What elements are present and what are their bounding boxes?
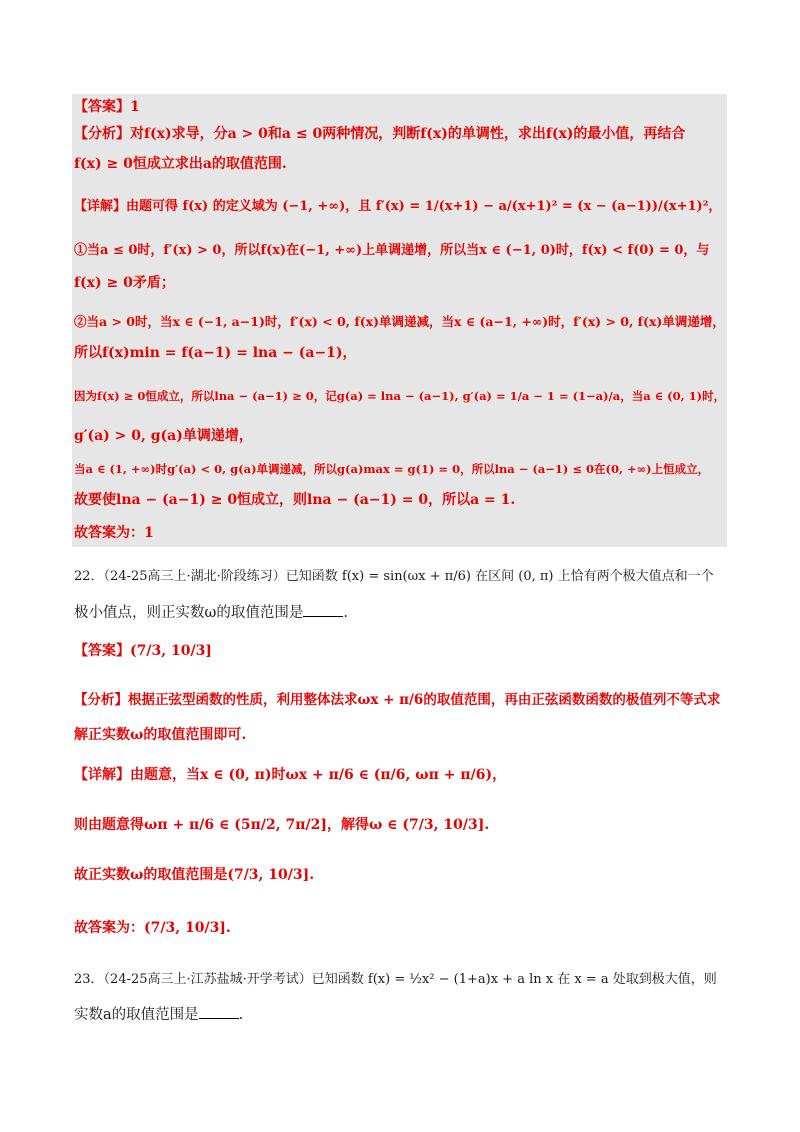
q22-analysis-line-1: 【分析】根据正弦型函数的性质，利用整体法求ωx + π/6的取值范围，再由正弦函数函数的极值列不等式求 xyxy=(74,692,721,708)
q21-answer: 【答案】1 xyxy=(74,99,140,115)
q22-final-answer: 故答案为：(7/3, 10/3]. xyxy=(74,920,231,936)
q21-analysis-line-2: f(x) ≥ 0恒成立求出a的取值范围. xyxy=(74,156,287,172)
q23-question-line-1: 23．（24-25高三上·江苏盐城·开学考试）已知函数 f(x) = ½x² − (1+a)x + a ln x 在 x = a 处取到极大值，则 xyxy=(74,972,717,987)
q21-detail-line-1: 【详解】由题可得 f(x) 的定义域为 (−1, +∞)，且 f′(x) = 1/(x+1) − a/(x+1)² = (x − (a−1))/(x+1)²， xyxy=(74,199,722,214)
q21-case1-line-2: f(x) ≥ 0矛盾； xyxy=(74,275,175,291)
q22-question-end: . xyxy=(343,605,348,621)
q21-case2-line-2: 所以f(x)min = f(a−1) = lna − (a−1)， xyxy=(74,345,357,361)
q22-answer: 【答案】(7/3, 10/3] xyxy=(74,643,212,659)
q21-because-line-4: 故要使lna − (a−1) ≥ 0恒成立，则lna − (a−1) = 0，所以a = 1. xyxy=(74,492,516,508)
q21-because-line-2: g′(a) > 0, g(a)单调递增， xyxy=(74,428,253,444)
q23-question-line-2 xyxy=(74,1005,243,1025)
q22-question-line-2 xyxy=(74,603,348,623)
q22-analysis-line-2: 解正实数ω的取值范围即可. xyxy=(74,727,247,743)
q23-question-text: 实数a的取值范围是 xyxy=(74,1007,199,1023)
q21-final-answer: 故答案为：1 xyxy=(74,525,154,541)
q22-detail-line-3: 故正实数ω的取值范围是(7/3, 10/3]. xyxy=(74,867,315,883)
q21-analysis-line-1: 【分析】对f(x)求导，分a > 0和a ≤ 0两种情况，判断f(x)的单调性，求出f(x)的最小值，再结合 xyxy=(74,126,686,142)
q23-question-end: . xyxy=(238,1007,244,1023)
q21-case1-line-1: ①当a ≤ 0时，f′(x) > 0，所以f(x)在(−1, +∞)上单调递增，所以当x ∈ (−1, 0)时，f(x) < f(0) = 0，与 xyxy=(74,243,710,258)
q22-detail-line-2: 则由题意得ωπ + π/6 ∈ (5π/2, 7π/2]，解得ω ∈ (7/3, 10/3]. xyxy=(74,817,490,833)
q22-question-text: 极小值点，则正实数ω的取值范围是 xyxy=(74,605,304,621)
answer-blank xyxy=(303,604,343,617)
q22-detail-line-1: 【详解】由题意，当x ∈ (0, π)时ωx + π/6 ∈ (π/6, ωπ + π/6)， xyxy=(74,767,507,783)
q22-question-line-1: 22．（24-25高三上·湖北·阶段练习）已知函数 f(x) = sin(ωx + π/6) 在区间 (0, π) 上恰有两个极大值点和一个 xyxy=(74,569,714,584)
q21-case2-line-1: ②当a > 0时，当x ∈ (−1, a−1)时，f′(x) < 0, f(x)单调递减，当x ∈ (a−1, +∞)时，f′(x) > 0, f(x)单调递增， xyxy=(74,314,725,329)
q21-because-line-3: 当a ∈ (1, +∞)时g′(a) < 0, g(a)单调递减，所以g(a)max = g(1) = 0，所以lna − (a−1) ≤ 0在(0, +∞)上恒成立， xyxy=(74,462,710,476)
q21-because-line-1: 因为f(x) ≥ 0恒成立，所以lna − (a−1) ≥ 0，记g(a) = lna − (a−1), g′(a) = 1/a − 1 = (1−a)/a，当a ∈ (0, 1)时， xyxy=(74,389,726,403)
answer-blank xyxy=(199,1006,239,1019)
